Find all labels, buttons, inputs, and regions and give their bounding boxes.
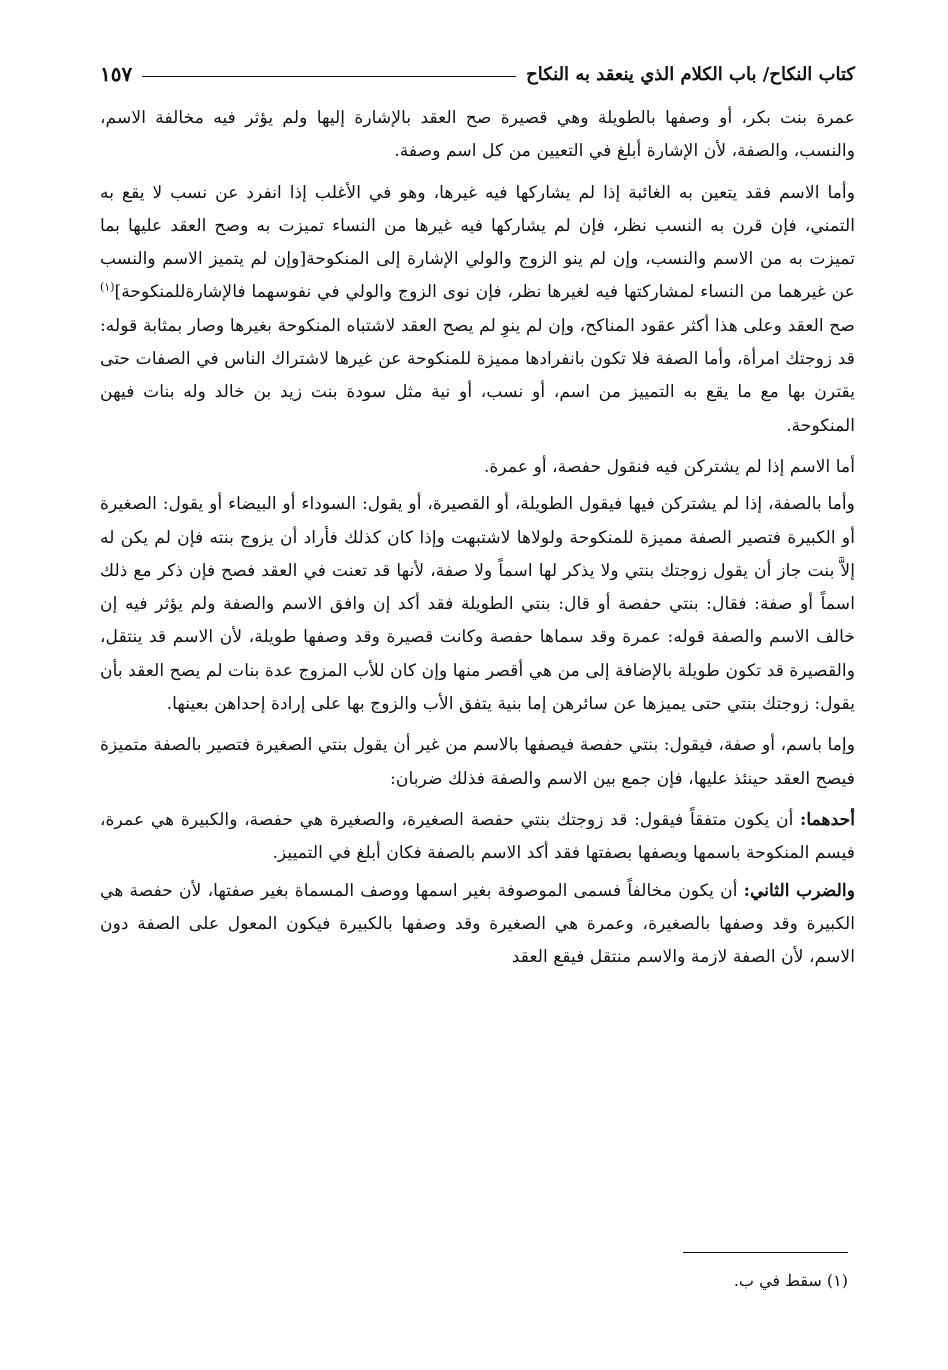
body-text: [100, 102, 855, 974]
paragraph-2: [100, 177, 855, 443]
second-type-label: والضرب الثاني:: [743, 880, 855, 901]
header-rule: [142, 76, 516, 77]
paragraph-2-continuation: صح العقد وعلى هذا أكثر عقود المناكح، وإن لم ينوِ لم يصح العقد لاشتباه المنكوحة بغيرها وصار بمثابة قوله: قد زوجتك امرأة، وأما الصفة فلا تكون بانفرادها مميزة للمنكوحة عن غيرها لاشتراك الناس في الصفات حتى يقترن بها مع ما يقع به التمييز من اسم، أو نسب، أو نية مثل سودة بنت زيد بن خالد وله بنات فيهن المنكوحة.: [100, 315, 855, 436]
paragraph-2-text: وأما الاسم فقد يتعين به الغائبة إذا لم يشاركها فيه غيرها، وهو في الأغلب إذا انفرد عن نسب لا يقع به التمني، فإن قرن به النسب نظر، فإن لم يشاركها فيه غيرها من النساء تميزت به وصح العقد عليها بما تميزت به من الاسم والنسب، وإن لم ينو الزوج والولي الإشارة إلى المنكوحة[وإن لم يتميز الاسم والنسب عن غيرهما من النساء لمشاركتها فيه لغيرها نظر، فإن نوى الزوج والولي في نفوسهما فالإشارةللمنكوحة]: [100, 182, 855, 303]
footnote: (١) سقط في ب.: [733, 1271, 848, 1290]
chapter-title: كتاب النكاح/ باب الكلام الذي ينعقد به النكاح: [526, 63, 855, 85]
first-type-label: أحدهما:: [800, 809, 856, 830]
running-header: [100, 52, 855, 96]
page: [100, 52, 855, 982]
paragraph-6: [100, 804, 855, 871]
paragraph-3: أما الاسم إذا لم يشتركن فيه فنقول حفصة، أو عمرة.: [483, 456, 855, 477]
paragraph-7: [100, 875, 855, 975]
footnote-rule: [683, 1252, 848, 1253]
paragraph-1: عمرة بنت بكر، أو وصفها بالطويلة وهي قصيرة صح العقد بالإشارة إليها ولم يؤثر فيه مخالفة الاسم، والنسب، والصفة، لأن الإشارة أبلغ في التعيين من كل اسم وصفة.: [100, 108, 855, 162]
paragraph-7-text: أن يكون مخالفاً فسمى الموصوفة بغير اسمها ووصف المسماة بغير صفتها، لأن حفصة هي الكبيرة وقد وصفها بالصغيرة، وعمرة هي الصغيرة وقد وصفها بالكبيرة فيكون المعول على الصفة دون الاسم، لأن الصفة لازمة والاسم منتقل فيقع العقد: [100, 880, 855, 968]
page-number: ١٥٧: [100, 62, 133, 86]
paragraph-4: وأما بالصفة، إذا لم يشتركن فيها فيقول الطويلة، أو القصيرة، أو يقول: السوداء أو البيضاء أو يقول: الصغيرة أو الكبيرة فتصير الصفة مميزة للمنكوحة ولولاها لاشتبهت وإذا كان كذلك فأراد أن يزوج بنته فإن لم يكن له إلاَّ بنت جاز أن يقول زوجتك بنتي ولا يذكر لها اسماً ولا صفة، لأنها قد تعنت في العقد فصح فإن ذكر مع ذلك اسماً أو صفة: فقال: بنتي حفصة أو قال: بنتي الطويلة فقد أكد إن وافق الاسم والصفة ولم يؤثر فيه إن خالف الاسم والصفة قوله: عمرة وقد سماها حفصة وكانت قصيرة وقد وصفها طويلة، لأن الاسم قد ينتقل، والقصيرة قد تكون طويلة بالإضافة إلى من هي أقصر منها وإن كان للأب المزوج عدة بنات لم يصح العقد بأن يقول: زوجتك بنتي حتى يميزها عن سائرهن إما بنية يتفق الأب والزوج بها على إرادة إحداهن بعينها.: [100, 494, 855, 715]
paragraph-5: وإما باسم، أو صفة، فيقول: بنتي حفصة فيصفها بالاسم من غير أن يقول بنتي الصغيرة فتصير بالصفة متميزة فيصح العقد حينئذ عليها، فإن جمع بين الاسم والصفة فذلك ضربان:: [100, 735, 855, 789]
paragraph-6-text: أن يكون متفقاً فيقول: قد زوجتك بنتي حفصة الصغيرة، والصغيرة هي حفصة، والكبيرة هي عمرة، فيسم المنكوحة باسمها ويصفها بصفتها فقد أكد الاسم بالصفة فكان أبلغ في التمييز.: [100, 809, 855, 864]
footnote-reference: (١): [100, 280, 115, 294]
